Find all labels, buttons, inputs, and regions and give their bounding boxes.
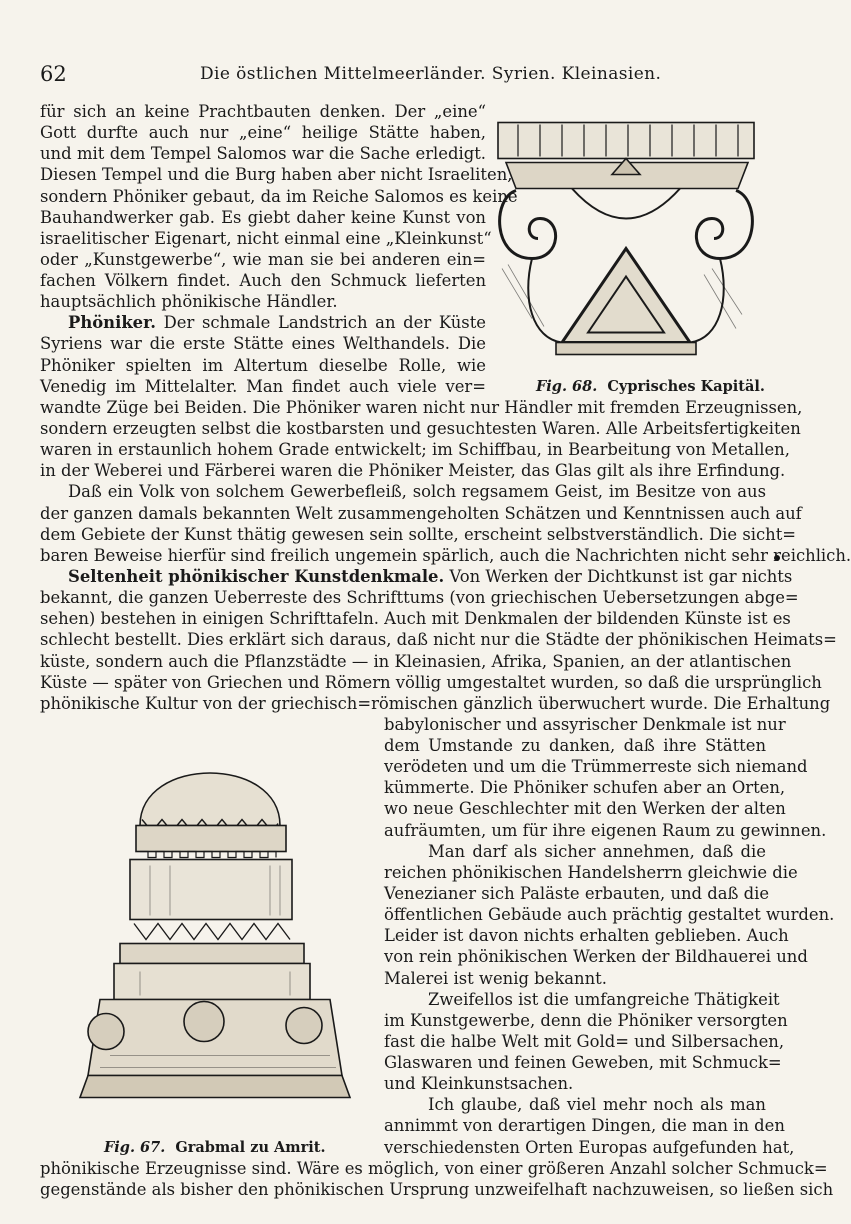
text-line	[68, 481, 766, 502]
text-line	[40, 1158, 828, 1179]
text-run: dem Umstande zu danken, daß ihre Stätten	[384, 736, 766, 755]
text-run: Leider ist davon nichts erhalten geblieben. Auch	[384, 926, 789, 945]
text-line	[40, 207, 486, 228]
text-line	[40, 503, 802, 524]
text-line	[68, 312, 486, 333]
figure-67-caption	[104, 1139, 326, 1156]
text-run: Daß ein Volk von solchem Gewerbefleiß, solch regsamem Geist, im Besitze von aus	[68, 482, 766, 501]
text-line	[384, 862, 798, 883]
text-line	[40, 608, 791, 629]
text-line	[40, 270, 486, 291]
text-line	[384, 946, 808, 967]
text-line	[40, 186, 518, 207]
text-run: verödeten und um die Trümmerreste sich niemand	[384, 757, 808, 776]
text-line	[384, 1115, 785, 1136]
text-run: sehen) bestehen in einigen Schrifttafeln. Auch mit Denkmalen der bildenden Künste ist es	[40, 609, 791, 628]
text-run: gegenstände als bisher den phönikischen Ursprung unzweifelhaft nachzuweisen, so ließen sich	[40, 1180, 834, 1199]
text-line	[384, 756, 808, 777]
text-run: Der schmale Landstrich an der Küste	[155, 313, 486, 332]
text-line	[384, 925, 789, 946]
text-line	[40, 355, 486, 376]
text-run: Ich glaube, daß viel mehr noch als man	[428, 1095, 766, 1114]
text-run: und mit dem Tempel Salomos war die Sache erledigt.	[40, 144, 486, 163]
text-line	[40, 693, 831, 714]
text-line	[40, 397, 803, 418]
text-line	[384, 820, 827, 841]
text-line	[40, 651, 792, 672]
figure-68-title: Cyprisches Kapitäl.	[607, 378, 765, 395]
text-line	[40, 333, 486, 354]
text-run: Bauhandwerker gab. Es giebt daher keine Kunst von	[40, 208, 486, 227]
text-run: phönikische Kultur von der griechisch=römischen gänzlich überwuchert wurde. Die Erhaltung	[40, 694, 831, 713]
text-line	[40, 376, 486, 397]
text-line	[384, 798, 786, 819]
text-line	[40, 629, 837, 650]
text-line	[40, 228, 492, 249]
text-run: fachen Völkern findet. Auch den Schmuck lieferten	[40, 271, 486, 290]
text-run: phönikische Erzeugnisse sind. Wäre es möglich, von einer größeren Anzahl solcher Schmuck=	[40, 1159, 828, 1178]
bold-run-in-heading: Phöniker.	[68, 313, 156, 332]
text-line	[40, 122, 486, 143]
text-line	[384, 1052, 782, 1073]
text-run: Venezianer sich Paläste erbauten, und daß die	[384, 884, 770, 903]
text-run: Venedig im Mittelalter. Man findet auch viele ver=	[40, 377, 486, 396]
text-run: küste, sondern auch die Pflanzstädte — in Kleinasien, Afrika, Spanien, an der atlantischen	[40, 652, 792, 671]
text-run: in der Weberei und Färberei waren die Phöniker Meister, das Glas gilt als ihre Erfindung.	[40, 461, 786, 480]
figure-68-number: Fig. 68.	[536, 378, 598, 395]
text-run: israelitischer Eigenart, nicht einmal eine „Kleinkunst“	[40, 229, 492, 248]
text-line	[384, 904, 835, 925]
text-run: fast die halbe Welt mit Gold= und Silbersachen,	[384, 1032, 785, 1051]
text-line	[40, 460, 786, 481]
bold-run-in-heading: Seltenheit phönikischer Kunstdenkmale.	[68, 567, 445, 586]
text-line	[428, 1094, 766, 1115]
text-line	[40, 143, 486, 164]
text-run: Phöniker spielten im Altertum dieselbe Rolle, wie	[40, 356, 486, 375]
text-line	[384, 883, 770, 904]
tomb-illustration	[80, 718, 370, 1131]
text-line	[40, 249, 486, 270]
text-run: Syriens war die erste Stätte eines Welthandels. Die	[40, 334, 486, 353]
text-line	[384, 1031, 785, 1052]
text-run: babylonischer und assyrischer Denkmale ist nur	[384, 715, 786, 734]
text-run: waren in erstaunlich hohem Grade entwickelt; im Schiffbau, in Bearbeitung von Metallen,	[40, 440, 790, 459]
text-run: annimmt von derartigen Dingen, die man in den	[384, 1116, 785, 1135]
text-run: hauptsächlich phönikische Händler.	[40, 292, 338, 311]
text-run: schlecht bestellt. Dies erklärt sich daraus, daß nicht nur die Städte der phönikischen Heimats=	[40, 630, 837, 649]
running-title: Die östlichen Mittelmeerländer. Syrien. Kleinasien.	[200, 64, 662, 84]
text-line	[40, 164, 513, 185]
figure-68-caption	[536, 378, 765, 395]
text-line	[40, 101, 486, 122]
page-number: 62	[40, 62, 67, 86]
text-run: wo neue Geschlechter mit den Werken der alten	[384, 799, 786, 818]
text-run: verschiedensten Orten Europas aufgefunden hat,	[384, 1138, 795, 1157]
text-line	[428, 989, 780, 1010]
text-line	[68, 566, 793, 587]
text-run: Diesen Tempel und die Burg haben aber nicht Israeliten,	[40, 165, 513, 184]
text-line	[40, 291, 486, 312]
text-run: im Kunstgewerbe, denn die Phöniker versorgten	[384, 1011, 788, 1030]
text-line	[384, 714, 786, 735]
text-run: aufräumten, um für ihre eigenen Raum zu gewinnen.	[384, 821, 827, 840]
text-line	[40, 587, 799, 608]
text-run: für sich an keine Prachtbauten denken. Der „eine“	[40, 102, 486, 121]
text-line	[40, 524, 797, 545]
text-line	[40, 672, 822, 693]
figure-67-number: Fig. 67.	[104, 1139, 166, 1156]
text-run: Man darf als sicher annehmen, daß die	[428, 842, 766, 861]
text-run: Glaswaren und feinen Geweben, mit Schmuck=	[384, 1053, 782, 1072]
text-run: sondern erzeugten selbst die kostbarsten und gesuchtesten Waren. Alle Arbeitsfertigkeiten	[40, 419, 801, 438]
text-run: Malerei ist wenig bekannt.	[384, 969, 607, 988]
capital-illustration	[492, 109, 760, 366]
text-run: reichen phönikischen Handelsherrn gleichwie die	[384, 863, 798, 882]
text-line	[384, 968, 766, 989]
text-line	[384, 1137, 795, 1158]
text-line	[384, 777, 786, 798]
text-run: sondern Phöniker gebaut, da im Reiche Salomos es keine	[40, 187, 518, 206]
text-run: Gott durfte auch nur „eine“ heilige Stätte haben,	[40, 123, 486, 142]
text-run: von rein phönikischen Werken der Bildhauerei und	[384, 947, 808, 966]
text-line	[384, 1073, 766, 1094]
page-header	[40, 62, 766, 92]
text-run: dem Gebiete der Kunst thätig gewesen sein sollte, erscheint selbstverständlich. Die sicht=	[40, 525, 797, 544]
text-run: oder „Kunstgewerbe“, wie man sie bei anderen ein=	[40, 250, 486, 269]
text-run: Zweifellos ist die umfangreiche Thätigkeit	[428, 990, 780, 1009]
text-run: Küste — später von Griechen und Römern völlig umgestaltet wurden, so daß die ursprünglich	[40, 673, 822, 692]
text-run: wandte Züge bei Beiden. Die Phöniker waren nicht nur Händler mit fremden Erzeugnissen,	[40, 398, 803, 417]
text-line	[40, 418, 801, 439]
text-run: baren Beweise hierfür sind freilich ungemein spärlich, auch die Nachrichten nicht sehr reichlich.	[40, 546, 851, 565]
text-run: und Kleinkunstsachen.	[384, 1074, 574, 1093]
text-line	[384, 735, 766, 756]
text-run: Von Werken der Dichtkunst ist gar nichts	[444, 567, 793, 586]
text-line	[384, 1010, 788, 1031]
text-run: der ganzen damals bekannten Welt zusammengeholten Schätzen und Kenntnissen auch auf	[40, 504, 802, 523]
text-line	[40, 1179, 834, 1200]
text-line	[40, 439, 790, 460]
text-run: kümmerte. Die Phöniker schufen aber an Orten,	[384, 778, 786, 797]
figure-67-title: Grabmal zu Amrit.	[175, 1139, 326, 1156]
text-run: bekannt, die ganzen Ueberreste des Schrifttums (von griechischen Uebersetzungen abge=	[40, 588, 799, 607]
text-run: öffentlichen Gebäude auch prächtig gestaltet wurden.	[384, 905, 835, 924]
text-line	[40, 545, 851, 566]
text-line	[428, 841, 766, 862]
